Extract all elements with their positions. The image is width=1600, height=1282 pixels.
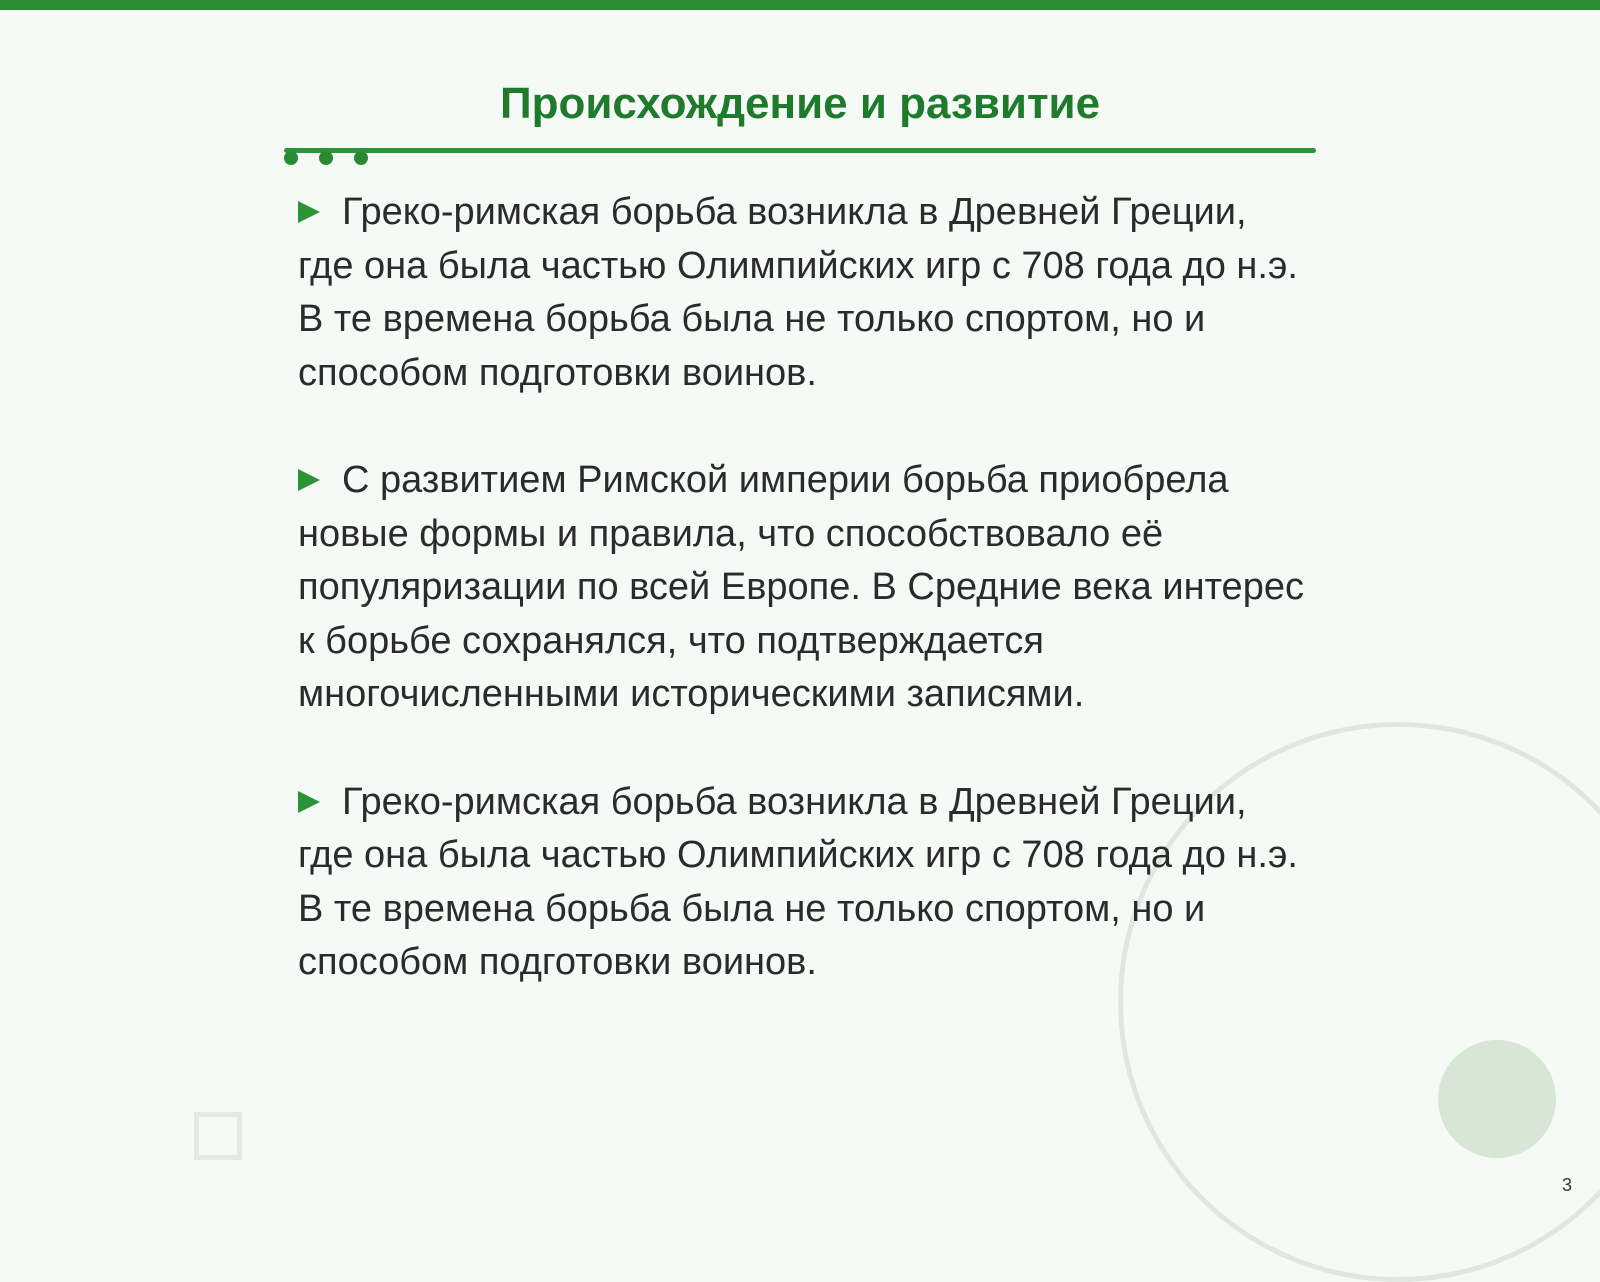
bullet-list xyxy=(298,186,1308,1044)
decorative-square xyxy=(194,1112,242,1160)
top-accent-bar xyxy=(0,0,1600,10)
title-underline xyxy=(284,148,1316,153)
decorative-dot xyxy=(354,151,368,165)
paragraph-text: Греко-римская борьба возникла в Древней Греции, где она была частью Олимпийских игр с 708 года до н.э. В те времена борьба была не только спортом, но и способом подготовки воинов. xyxy=(298,780,1298,983)
paragraph-text: Греко-римская борьба возникла в Древней Греции, где она была частью Олимпийских игр с 708 года до н.э. В те времена борьба была не только спортом, но и способом подготовки воинов. xyxy=(298,191,1298,394)
paragraph-text: С развитием Римской империи борьба приобрела новые формы и правила, что способствовало её популяризации по всей Европе. В Средние века интерес к борьбе сохранялся, что подтверждается многочисленными историческими записями. xyxy=(298,459,1304,715)
triangle-right-icon xyxy=(298,201,320,223)
bullet-paragraph xyxy=(298,454,1308,722)
bullet-paragraph xyxy=(298,776,1308,990)
slide-title: Происхождение и развитие xyxy=(499,79,1101,128)
triangle-right-icon xyxy=(298,791,320,813)
bullet-paragraph xyxy=(298,186,1308,400)
triangle-right-icon xyxy=(298,469,320,491)
page-number: 3 xyxy=(1561,1175,1572,1195)
decorative-dot xyxy=(284,151,298,165)
decorative-circle xyxy=(1438,1040,1556,1158)
decorative-dot xyxy=(319,151,333,165)
